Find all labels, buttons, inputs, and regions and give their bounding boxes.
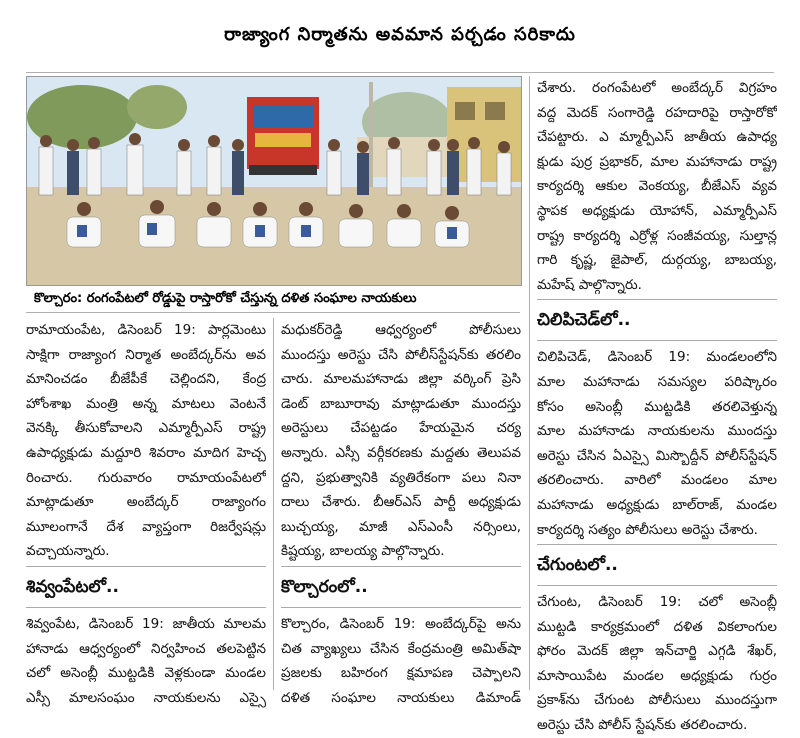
col1-intro-paragraph — [26, 318, 266, 564]
text-line: కిష్టయ్య, బాలయ్య పాల్గొన్నారు. — [281, 543, 445, 560]
text-line: అరెస్టులు చేపట్టడం హేయమైన చర్య — [281, 420, 521, 437]
section-rule — [537, 299, 777, 300]
text-line: తరలించారు. వారిలో మండలం మాల — [537, 472, 777, 489]
text-line: చిలిపిచెడ్, డిసెంబర్ 19: మండలంలోని — [537, 349, 777, 366]
text-line: కోసం అసెంబ్లీ ముట్టడికి తరలివెళ్తున్న — [537, 398, 777, 415]
headline-rule — [26, 72, 774, 73]
section-rule — [26, 566, 266, 567]
text-line: మహేష్ పాల్గొన్నారు. — [537, 276, 642, 293]
text-line: మధుకర్‌రెడ్డి ఆధ్వర్యంలో పోలీసులు — [281, 322, 521, 338]
text-line: దాలు చేశారు. బీఆర్ఎస్ పార్టీ అధ్యక్షుడు — [281, 494, 521, 511]
article-column-1 — [26, 318, 266, 710]
headline: రాజ్యాంగ నిర్మాతను అవమాన పర్చడం సరికాదు — [224, 23, 576, 45]
protest-scene-illustration — [27, 77, 521, 285]
text-line: శివ్వంపేట, డిసెంబర్ 19: జాతీయ మాలమ — [26, 615, 266, 632]
text-line: అరెస్టు చేసి పోలీస్ స్టేషన్‌కు తరలించారు. — [537, 717, 748, 734]
text-line: ముట్టడి కార్యక్రమంలో దళిత వికలాంగుల — [537, 618, 777, 635]
text-line: రించారు. గురువారం రామాయంపేటలో — [26, 469, 266, 486]
text-line: ఉపాధ్యక్షుడు మద్దూరి శివరాం మాదిగ హెచ్చ — [26, 444, 266, 461]
text-line: చలో అసెంబ్లీ ముట్టడికి వెళ్లకుండా మండల — [26, 665, 266, 682]
text-line: ఫోరం మెదక్ జిల్లా ఇన్‌చార్జి ఎగ్గడి శేఖర్, — [537, 643, 777, 660]
subhead-chegunta: చేగుంటలో.. — [537, 555, 618, 576]
article-column-3 — [537, 76, 777, 738]
subhead-shivvampet: శివ్వంపేటలో.. — [26, 576, 119, 597]
text-line: మానించడం బీజేపీకే చెల్లిందని, కేంద్ర — [26, 371, 266, 388]
text-line: వద్ద మెదక్ సంగారెడ్డి రహదారిపై రాస్తారోకో — [537, 104, 777, 121]
col3-end-paragraph — [537, 590, 777, 738]
text-line: హోంశాఖ మంత్రి అన్న మాటలు వెంటనే — [26, 395, 266, 412]
text-line: గారి కృష్ణ, జైపాల్, దుర్గయ్య, బాబయ్య, — [537, 252, 777, 269]
text-line: బుచ్చయ్య, మాజీ ఎస్ఎంసీ నర్సింలు, — [281, 518, 521, 535]
text-line: దళిత సంఘాల నాయకులు డిమాండ్ — [281, 689, 521, 706]
text-line: అన్నారు. ఎస్సీ వర్గీకరణకు మద్దతు తెలుపవ — [281, 444, 521, 461]
caption-rule — [26, 312, 520, 313]
col3-mid-paragraph — [537, 345, 777, 542]
text-line: మూలంగానే దేశ వ్యాప్తంగా రిజర్వేషన్లు — [26, 518, 266, 535]
text-line: హానాడు ఆధ్వర్యంలో నిర్వహించ తలపెట్టిన — [26, 640, 266, 657]
section-rule — [281, 607, 521, 608]
text-line: ముందస్తు అరెస్టు చేసి పోలీస్‌స్టేషన్‌కు తరలిం — [281, 346, 521, 363]
subhead-chilipiched: చిలిపిచెడ్‌లో.. — [537, 310, 631, 331]
text-line: వచ్చాయన్నారు. — [26, 543, 110, 560]
section-rule — [281, 566, 521, 567]
text-line: ద్దని, ప్రభుత్వానికి వ్యతిరేకంగా పలు నినా — [281, 469, 521, 486]
column-divider — [273, 318, 274, 690]
text-line: కార్యదర్శి సత్యం పోలీసులు అరెస్టు చేశారు. — [537, 521, 758, 538]
text-line: ఎస్సీ మాలసంఘం నాయకులను ఎస్సై — [26, 689, 266, 706]
text-line: కార్యదర్శి ఆకుల వెంకయ్య, బీజేఎస్ వ్యవ — [537, 178, 777, 195]
text-line: సాక్షిగా రాజ్యాంగ నిర్మాత అంబేద్కర్‌ను అవ — [26, 346, 266, 363]
text-line: మాట్లాడుతూ అంబేద్కర్ రాజ్యాంగం — [26, 494, 266, 511]
text-line: మాల మహానాడు సమస్యల పరిష్కారం — [537, 373, 777, 390]
text-line: క్షుడు పుర్ర ప్రభాకర్, మాల మహానాడు రాష్ట్ర — [537, 153, 777, 170]
text-line: ప్రజలకు బహిరంగ క్షమాపణ చెప్పాలని — [281, 665, 521, 682]
text-line: మహానాడు అధ్యక్షుడు బాల్‌రాజ్, మండల — [537, 496, 777, 513]
col2-second-paragraph — [281, 612, 521, 710]
section-rule — [26, 607, 266, 608]
text-line: డెంట్ బాబూరావు మాట్లాడుతూ ముందస్తు — [281, 395, 521, 412]
text-line: మాసాయిపేట మండల అధ్యక్షుడు గుర్రం — [537, 667, 777, 684]
text-line: రామాయంపేట, డిసెంబర్ 19: పార్లమెంటు — [26, 322, 266, 338]
text-line: వెనక్కి తీసుకోవాలని ఎమ్మార్పీఎస్ రాష్ట్ర — [26, 420, 266, 437]
col1-second-paragraph — [26, 612, 266, 710]
col2-intro-paragraph — [281, 318, 521, 564]
text-line: చేశారు. రంగంపేటలో అంబేద్కర్ విగ్రహం — [537, 80, 777, 96]
col3-intro-paragraph — [537, 76, 777, 297]
column-divider — [529, 76, 530, 690]
photo-caption: కొల్చారం: రంగంపేటలో రోడ్డుపై రాస్తారోకో చేస్తున్న దళిత సంఘాల నాయకులు — [34, 291, 417, 306]
text-line: మాల మహానాడు నాయకులను ముందస్తు — [537, 423, 777, 440]
section-rule — [537, 340, 777, 341]
text-line: స్థాపక అధ్యక్షుడు యోహాన్, ఎమ్మార్పీఎస్ — [537, 202, 777, 219]
text-line: అరెస్టు చేసిన ఏఎస్సై మిస్బొద్దీన్ పోలీస్‌స్టేషన్ — [537, 447, 777, 464]
text-line: ప్రకాశ్‌ను చేగుంట పోలీసులు ముందస్తుగా — [537, 692, 777, 709]
section-rule — [537, 585, 777, 586]
text-line: రాష్ట్ర కార్యదర్శి ఎర్రోళ్ల సంజీవయ్య, సుల్తాన్ల — [537, 227, 777, 244]
text-line: చేపట్టారు. ఎ మ్మార్పీఎస్ జాతీయ ఉపాధ్య — [537, 129, 777, 146]
text-line: చేగుంట, డిసెంబర్ 19: చలో అసెంబ్లీ — [537, 594, 777, 611]
text-line: కొల్చారం, డిసెంబర్ 19: అంబేద్కర్‌పై అను — [281, 615, 521, 632]
subhead-kolcharam: కొల్చారంలో.. — [281, 576, 368, 597]
section-rule — [537, 544, 777, 545]
news-photo — [26, 76, 522, 286]
article-column-2 — [281, 318, 521, 710]
text-line: చిత వ్యాఖ్యలు చేసిన కేంద్రమంత్రి అమిత్‌షా — [281, 640, 521, 657]
text-line: చారు. మాలమహానాడు జిల్లా వర్కింగ్ ప్రెసి — [281, 371, 521, 388]
